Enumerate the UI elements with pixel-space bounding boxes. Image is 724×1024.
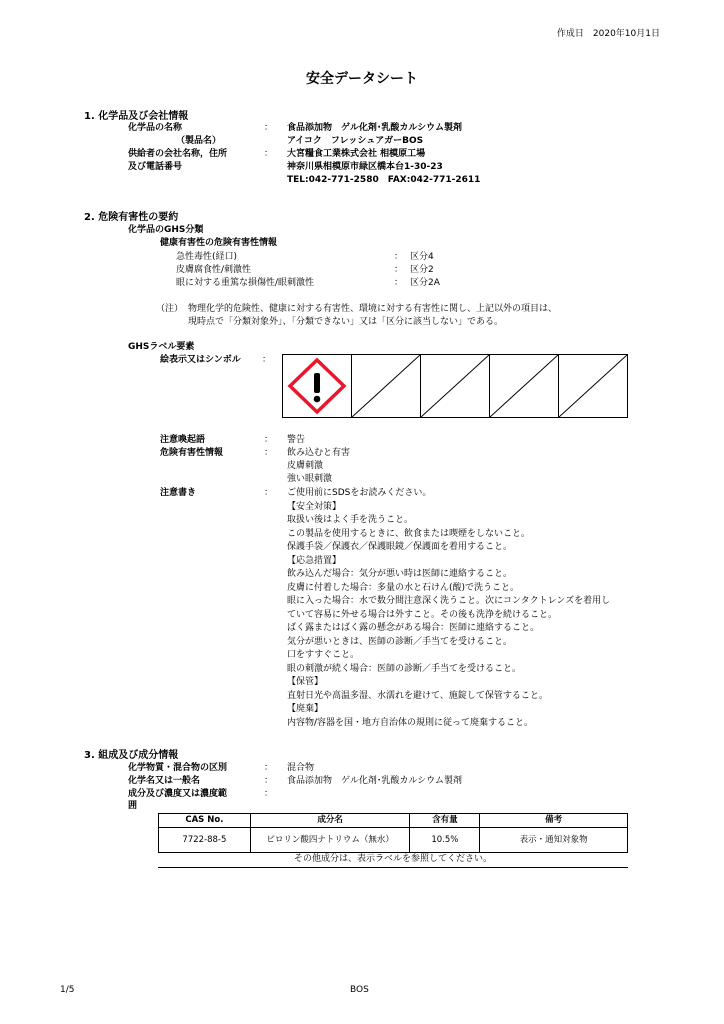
precaution-line: 【安全対策】	[287, 501, 342, 512]
colon: ：	[394, 265, 404, 275]
hazard-statements	[287, 447, 350, 486]
precaution-line: ご使用前にSDSをお読みください。	[287, 488, 432, 498]
colon: ：	[262, 355, 272, 365]
product-name-label: 化学品の名称	[128, 123, 183, 133]
precaution-line: ていて容易に外せる場合は外すこと。その後も洗浄を続けること。	[287, 609, 558, 620]
diagonal-slash-icon	[421, 355, 489, 417]
empty-pictogram-cell	[559, 355, 627, 417]
colon: ：	[264, 488, 274, 498]
creation-date: 作成日 2020年10月1日	[556, 29, 660, 39]
supplier-value: 大宮糧食工業株式会社 相模原工場	[287, 149, 426, 159]
section-3-heading: 3. 組成及び成分情報	[84, 750, 179, 761]
diagonal-slash-icon	[559, 355, 627, 417]
empty-pictogram-cell	[421, 355, 490, 417]
exclamation-pictogram-cell	[283, 355, 352, 417]
colon: ：	[394, 252, 404, 262]
precaution-line: 内容物/容器を国・地方自治体の規則に従って廃棄すること。	[287, 717, 534, 728]
precaution-line: 飲み込んだ場合：気分が悪い時は医師に連絡すること。	[287, 569, 513, 579]
note-line: 物理化学的危険性、健康に対する有害性、環境に対する有害性に関し、上記以外の項目は、	[188, 304, 558, 314]
note-mark: （注）	[156, 304, 184, 314]
diagonal-slash-icon	[352, 355, 420, 417]
page-number: 1/5	[60, 985, 75, 995]
page-title: 安全データシート	[306, 71, 418, 87]
precaution-label: 注意書き	[160, 488, 197, 498]
table-cell: 10.5%	[410, 828, 480, 853]
colon: ：	[264, 448, 274, 458]
table-cell: ピロリン酸四ナトリウム（無水）	[250, 828, 410, 853]
hazard-info-label: 危険有害性情報	[160, 448, 224, 458]
symbol-label: 絵表示又はシンボル	[160, 355, 241, 365]
colon: ：	[264, 149, 274, 159]
column-header: CAS No.	[159, 814, 251, 828]
diagonal-slash-icon	[490, 355, 558, 417]
colon: ：	[264, 123, 274, 133]
column-header: 成分名	[250, 814, 410, 828]
precaution-line: 【応急措置】	[287, 555, 342, 566]
hazard-value: 区分2	[410, 265, 434, 275]
hazard-value: 区分2A	[410, 278, 440, 288]
product-sub-label: （製品名）	[176, 136, 222, 146]
precaution-line: 【保管】	[287, 677, 324, 687]
tel-value: TEL:042-771-2580 FAX:042-771-2611	[287, 175, 481, 185]
section-2-heading: 2. 危険有害性の要約	[84, 212, 179, 223]
table-note: その他成分は、表示ラベルを参照してください。	[158, 853, 628, 868]
table-header-row	[159, 814, 628, 828]
address-value: 神奈川県相模原市緑区橋本台1-30-23	[287, 162, 443, 172]
hazard-statement: 飲み込むと有害	[287, 448, 351, 458]
precaution-line: 保護手袋／保護衣／保護眼鏡／保護面を着用すること。	[287, 542, 513, 552]
empty-pictogram-cell	[352, 355, 421, 417]
colon: ：	[394, 278, 404, 288]
chemical-name-label: 化学名又は一般名	[128, 776, 201, 786]
table-cell: 表示・通知対象物	[480, 828, 628, 853]
precaution-statements	[287, 487, 610, 730]
phone-label: 及び電話番号	[128, 162, 183, 172]
signal-word-label: 注意喚起語	[160, 435, 206, 445]
document-code: BOS	[350, 985, 369, 995]
precaution-line: 【廃棄】	[287, 704, 324, 714]
precaution-line: 眼に入った場合：水で数分間注意深く洗うこと。次にコンタクトレンズを着用し	[287, 596, 611, 606]
substance-type-label: 化学物質・混合物の区別	[128, 763, 228, 773]
hazard-name: 急性毒性(経口)	[176, 252, 238, 262]
chemical-name-value: 食品添加物 ゲル化剤･乳酸カルシウム製剤	[287, 776, 463, 786]
exclamation-mark-icon	[283, 355, 351, 417]
hazard-statement: 皮膚刺激	[287, 461, 324, 471]
precaution-line: この製品を使用するときに、飲食または喫煙をしないこと。	[287, 528, 531, 539]
signal-word-value: 警告	[287, 435, 306, 445]
ghs-classification-label: 化学品のGHS分類	[128, 225, 204, 235]
hazard-name: 皮膚腐食性/刺激性	[176, 265, 252, 275]
table-cell: 7722-88-5	[159, 828, 251, 853]
column-header: 備考	[480, 814, 628, 828]
table-row	[159, 828, 628, 853]
precaution-line: 取扱い後はよく手を洗うこと。	[287, 515, 414, 525]
precaution-line: 直射日光や高温多湿、水濡れを避けて、施錠して保管すること。	[287, 690, 548, 701]
precaution-line: 皮膚に付着した場合：多量の水と石けん(酸)で洗うこと。	[287, 582, 520, 593]
composition-table	[158, 813, 628, 853]
product-name-value: 食品添加物 ゲル化剤･乳酸カルシウム製剤	[287, 123, 463, 133]
hazard-value: 区分4	[410, 252, 434, 262]
colon: ：	[264, 763, 274, 773]
colon: ：	[264, 789, 274, 799]
product-sub-value: アイコク フレッシュアガーBOS	[287, 136, 424, 146]
precaution-line: 口をすすぐこと。	[287, 650, 360, 660]
colon: ：	[264, 435, 274, 445]
ghs-label-heading: GHSラベル要素	[128, 342, 195, 352]
colon: ：	[264, 776, 274, 786]
column-header: 含有量	[410, 814, 480, 828]
hazard-statement: 強い眼刺激	[287, 474, 333, 484]
precaution-line: ばく露またはばく露の懸念がある場合：医師に連絡すること。	[287, 623, 540, 633]
hazard-name: 眼に対する重篤な損傷性/眼刺激性	[176, 278, 315, 288]
concentration-label-cont: 囲	[128, 801, 138, 811]
precaution-line: 眼の刺激が続く場合：医師の診断／手当てを受けること。	[287, 663, 522, 674]
section-1-heading: 1. 化学品及び会社情報	[84, 111, 189, 122]
concentration-label: 成分及び濃度又は濃度範	[128, 789, 228, 799]
health-hazard-label: 健康有害性の危険有害性情報	[160, 238, 278, 248]
note-line: 現時点で「分類対象外」、「分類できない」又は「区分に該当しない」である。	[188, 317, 504, 327]
precaution-line: 気分が悪いときは、医師の診断／手当てを受けること。	[287, 636, 513, 647]
substance-type-value: 混合物	[287, 763, 315, 773]
empty-pictogram-cell	[490, 355, 559, 417]
pictogram-box	[282, 354, 628, 418]
supplier-label: 供給者の会社名称，住所	[128, 149, 228, 159]
